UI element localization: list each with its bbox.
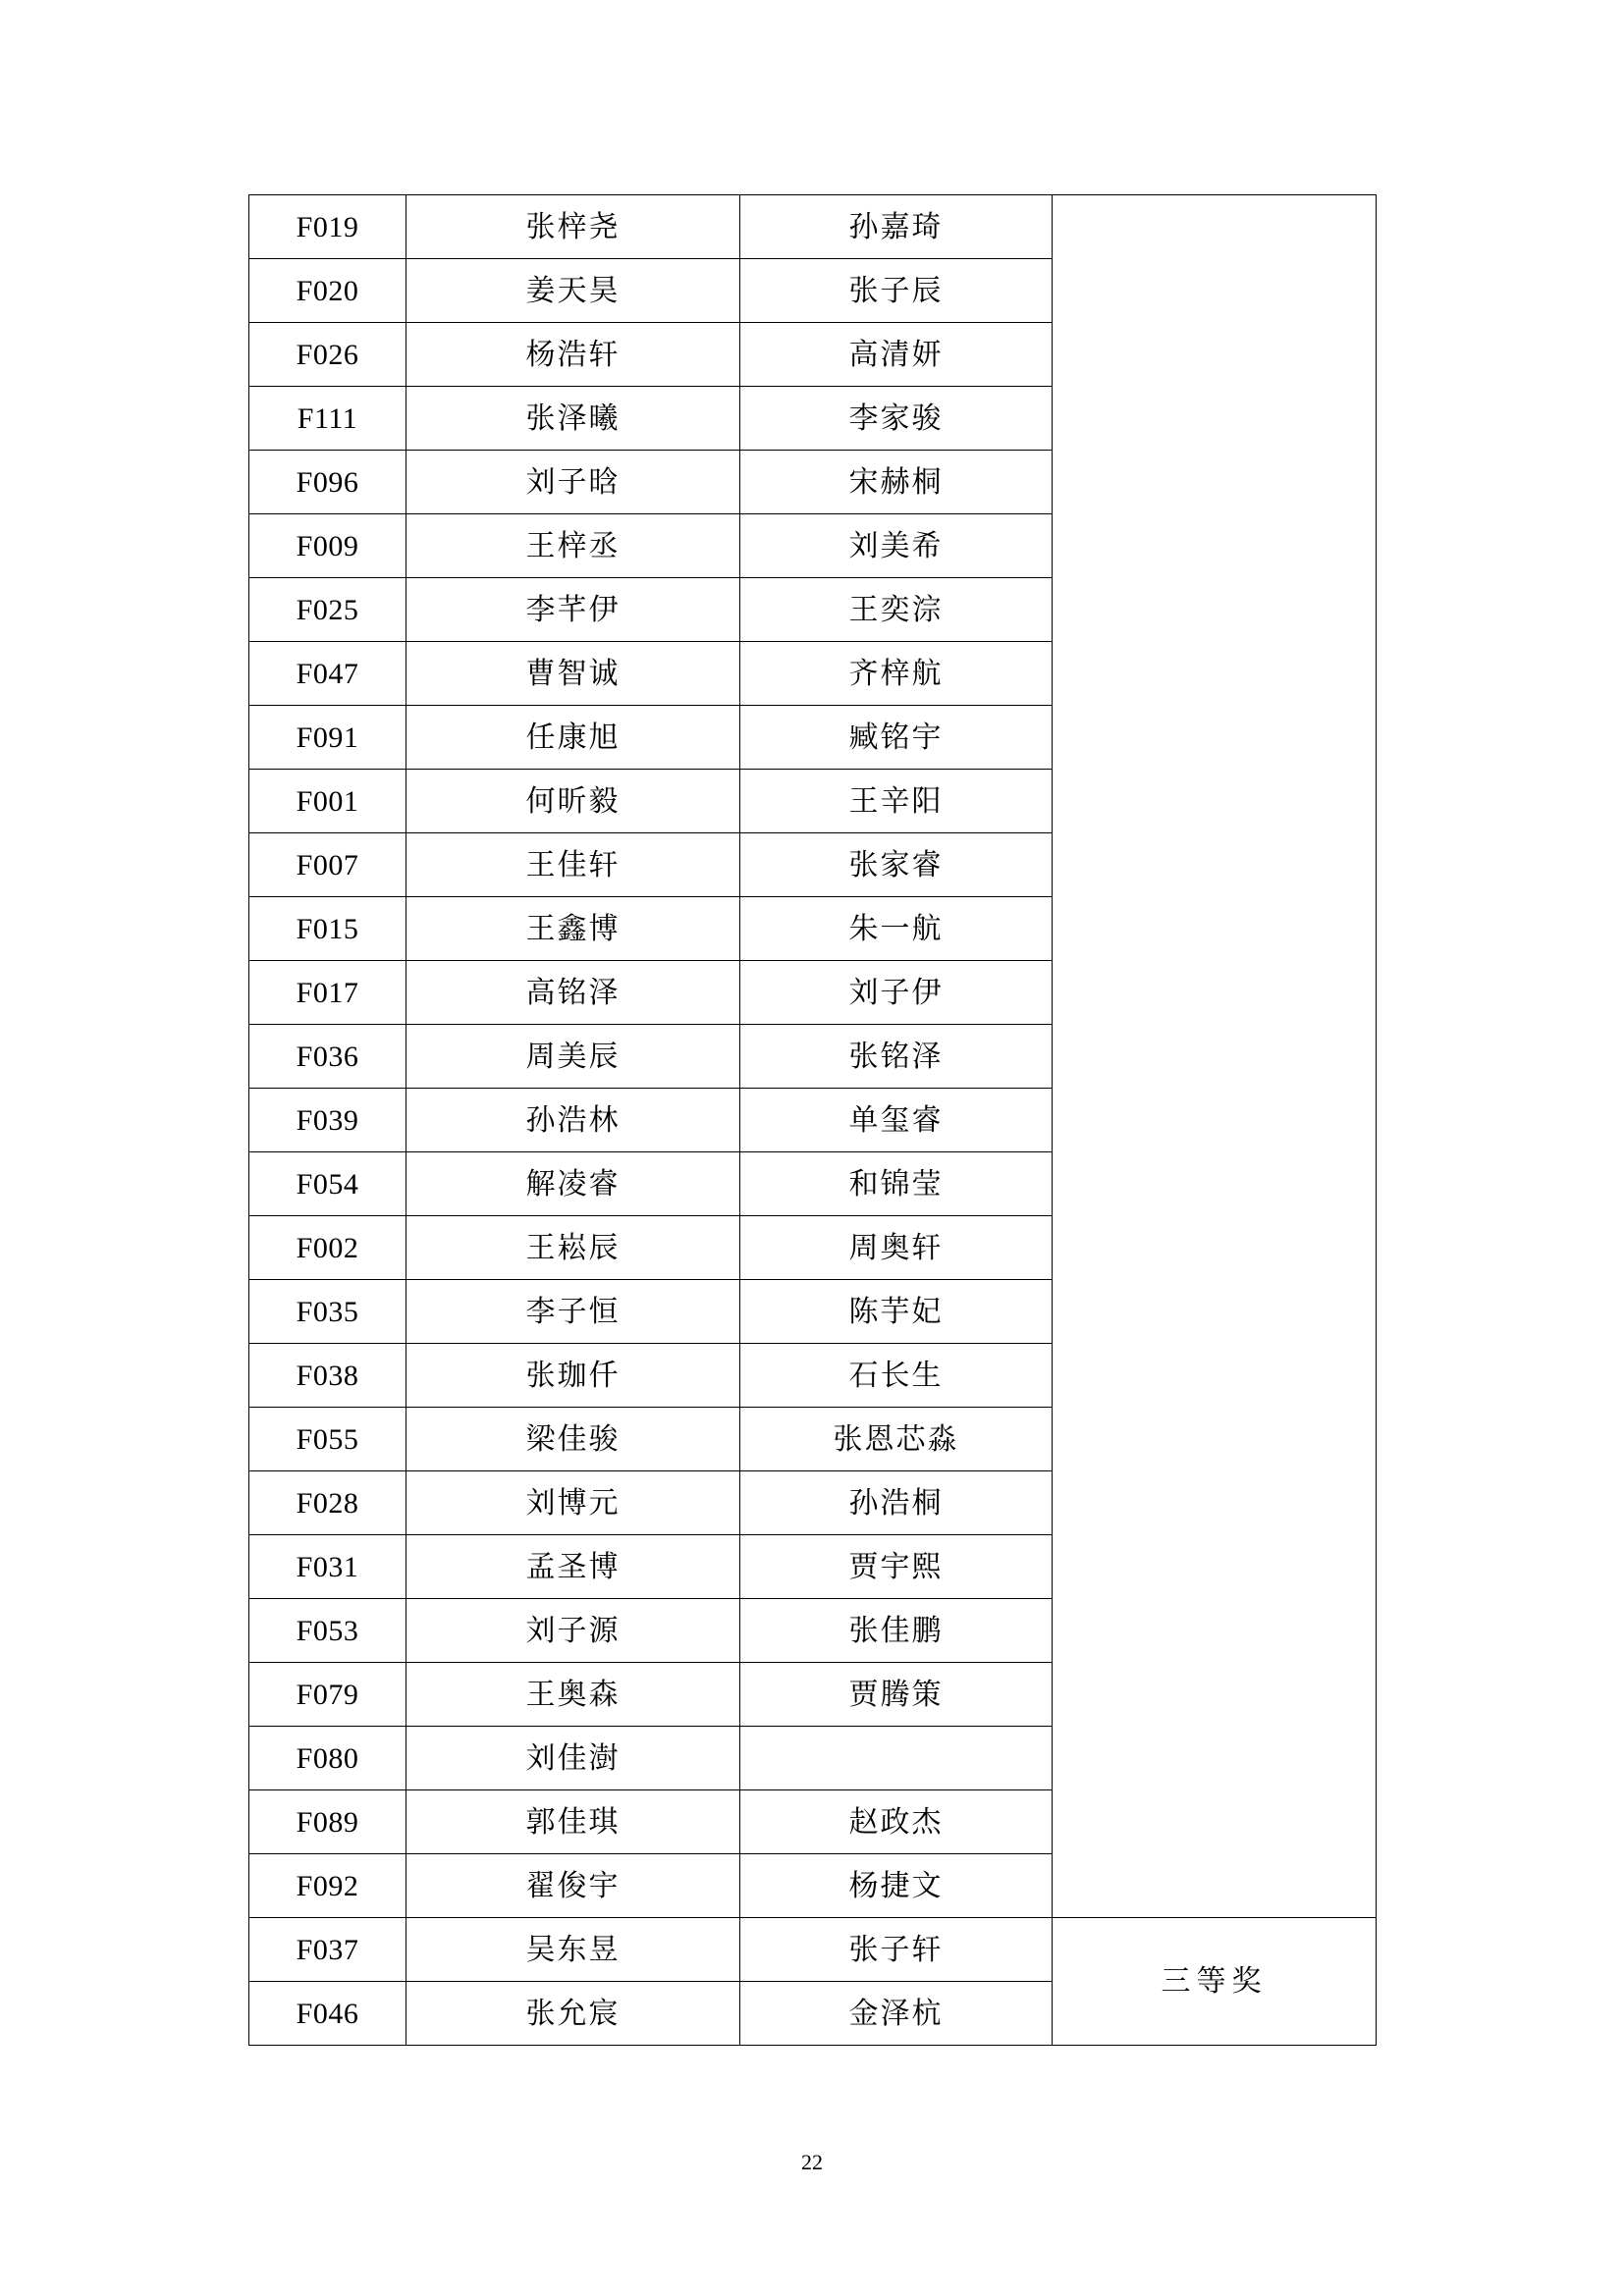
cell-code: F028	[249, 1471, 406, 1535]
cell-code: F089	[249, 1790, 406, 1854]
cell-code: F002	[249, 1216, 406, 1280]
cell-code: F031	[249, 1535, 406, 1599]
cell-code: F091	[249, 706, 406, 770]
cell-name1: 刘博元	[406, 1471, 740, 1535]
cell-name1: 王梓丞	[406, 514, 740, 578]
cell-name1: 任康旭	[406, 706, 740, 770]
page-number: 22	[801, 2150, 823, 2174]
cell-name2: 贾宇熙	[740, 1535, 1053, 1599]
cell-name1: 翟俊宇	[406, 1854, 740, 1918]
cell-code: F025	[249, 578, 406, 642]
cell-name1: 吴东昱	[406, 1918, 740, 1982]
cell-code: F036	[249, 1025, 406, 1089]
cell-code: F009	[249, 514, 406, 578]
cell-name1: 王奥森	[406, 1663, 740, 1727]
cell-name1: 孙浩林	[406, 1089, 740, 1152]
cell-name2: 贾腾策	[740, 1663, 1053, 1727]
cell-name2: 刘美希	[740, 514, 1053, 578]
cell-code: F001	[249, 770, 406, 833]
award-table-body	[249, 195, 1377, 2046]
cell-name2: 张子轩	[740, 1918, 1053, 1982]
cell-code: F038	[249, 1344, 406, 1408]
cell-name1: 刘子源	[406, 1599, 740, 1663]
cell-code: F046	[249, 1982, 406, 2046]
cell-name2: 刘子伊	[740, 961, 1053, 1025]
cell-name2: 臧铭宇	[740, 706, 1053, 770]
cell-name2: 高清妍	[740, 323, 1053, 387]
cell-name2: 金泽杭	[740, 1982, 1053, 2046]
cell-name2: 李家骏	[740, 387, 1053, 451]
cell-name1: 李子恒	[406, 1280, 740, 1344]
cell-name2: 王辛阳	[740, 770, 1053, 833]
cell-code: F054	[249, 1152, 406, 1216]
cell-name1: 王佳轩	[406, 833, 740, 897]
cell-name1: 曹智诚	[406, 642, 740, 706]
cell-name2: 宋赫桐	[740, 451, 1053, 514]
cell-name1: 郭佳琪	[406, 1790, 740, 1854]
cell-name2: 张子辰	[740, 259, 1053, 323]
cell-name1: 姜天昊	[406, 259, 740, 323]
cell-name1: 解凌睿	[406, 1152, 740, 1216]
cell-code: F092	[249, 1854, 406, 1918]
cell-code: F015	[249, 897, 406, 961]
cell-code: F017	[249, 961, 406, 1025]
cell-code: F035	[249, 1280, 406, 1344]
cell-name2: 和锦莹	[740, 1152, 1053, 1216]
cell-name1: 李芊伊	[406, 578, 740, 642]
cell-code: F079	[249, 1663, 406, 1727]
award-table	[248, 194, 1377, 2046]
cell-award-empty-group	[1053, 195, 1377, 1918]
cell-name1: 王鑫博	[406, 897, 740, 961]
cell-name2: 孙浩桐	[740, 1471, 1053, 1535]
cell-name1: 王崧辰	[406, 1216, 740, 1280]
cell-name1: 何昕毅	[406, 770, 740, 833]
cell-name2: 张恩芯淼	[740, 1408, 1053, 1471]
cell-name2: 杨捷文	[740, 1854, 1053, 1918]
cell-name2	[740, 1727, 1053, 1790]
cell-code: F026	[249, 323, 406, 387]
table-row	[249, 195, 1377, 259]
cell-code: F055	[249, 1408, 406, 1471]
cell-name2: 张铭泽	[740, 1025, 1053, 1089]
cell-code: F019	[249, 195, 406, 259]
cell-name2: 张家睿	[740, 833, 1053, 897]
cell-name1: 张泽曦	[406, 387, 740, 451]
cell-code: F039	[249, 1089, 406, 1152]
cell-award-third-prize: 三等奖	[1053, 1918, 1377, 2046]
cell-name2: 陈芋妃	[740, 1280, 1053, 1344]
cell-code: F007	[249, 833, 406, 897]
cell-name2: 单玺睿	[740, 1089, 1053, 1152]
cell-name1: 张珈仟	[406, 1344, 740, 1408]
cell-code: F096	[249, 451, 406, 514]
cell-name1: 梁佳骏	[406, 1408, 740, 1471]
award-table-container	[248, 194, 1376, 2046]
cell-code: F080	[249, 1727, 406, 1790]
cell-name1: 孟圣博	[406, 1535, 740, 1599]
cell-code: F047	[249, 642, 406, 706]
cell-name1: 刘子晗	[406, 451, 740, 514]
cell-name2: 周奥轩	[740, 1216, 1053, 1280]
cell-name2: 赵政杰	[740, 1790, 1053, 1854]
cell-name2: 王奕淙	[740, 578, 1053, 642]
cell-name1: 张梓尧	[406, 195, 740, 259]
cell-code: F111	[249, 387, 406, 451]
cell-name2: 孙嘉琦	[740, 195, 1053, 259]
cell-code: F020	[249, 259, 406, 323]
cell-name2: 朱一航	[740, 897, 1053, 961]
cell-name1: 刘佳澍	[406, 1727, 740, 1790]
table-row	[249, 1918, 1377, 1982]
cell-name1: 杨浩轩	[406, 323, 740, 387]
cell-name2: 齐梓航	[740, 642, 1053, 706]
cell-name1: 张允宸	[406, 1982, 740, 2046]
cell-name2: 张佳鹏	[740, 1599, 1053, 1663]
cell-name2: 石长生	[740, 1344, 1053, 1408]
cell-code: F037	[249, 1918, 406, 1982]
cell-name1: 高铭泽	[406, 961, 740, 1025]
cell-code: F053	[249, 1599, 406, 1663]
cell-name1: 周美辰	[406, 1025, 740, 1089]
